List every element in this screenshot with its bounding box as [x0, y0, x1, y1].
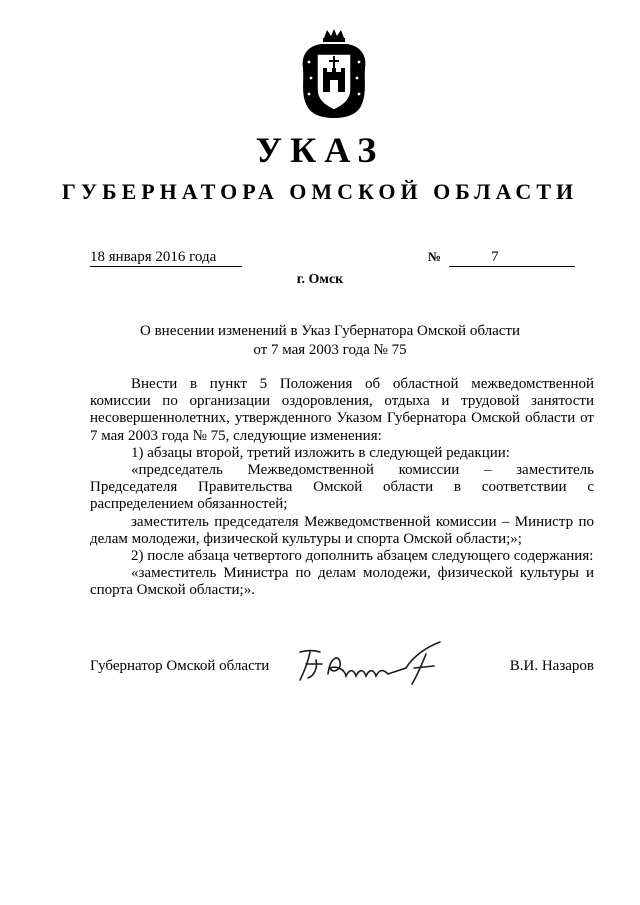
- handwritten-signature: [294, 638, 454, 688]
- document-subtitle: ГУБЕРНАТОРА ОМСКОЙ ОБЛАСТИ: [61, 179, 579, 204]
- document-body: [90, 376, 594, 600]
- signature-row: [90, 650, 594, 690]
- body-paragraph: Внести в пункт 5 Положения об областной межведомственной комиссии по организации оздоровления, отдыха и трудовой занятости несовершеннолетних, утвержденного Указом Губернатора Омской области от 7 мая 2003 года № 75, следующие изменения:: [90, 376, 594, 444]
- document-date: 18 января 2016 года: [90, 248, 242, 267]
- body-paragraph: 1) абзацы второй, третий изложить в следующей редакции:: [131, 444, 510, 461]
- number-label: №: [428, 249, 442, 264]
- document-city: г. Омск: [296, 272, 344, 287]
- subject-line-1: О внесении изменений в Указ Губернатора Омской области: [140, 323, 520, 339]
- subject-line-2: от 7 мая 2003 года № 75: [253, 342, 407, 358]
- document-subject: [60, 322, 600, 360]
- body-paragraph: «председатель Межведомственной комиссии – заместитель Председателя Правительства Омской области в соответствии с распределением обязанностей;: [90, 462, 594, 513]
- document-number-block: [428, 248, 575, 267]
- body-paragraph: 2) после абзаца четвертого дополнить абзацем следующего содержания:: [131, 548, 594, 565]
- body-paragraph: «заместитель Министра по делам молодежи, физической культуры и спорта Омской области;».: [90, 565, 594, 599]
- document-title: УКАЗ: [255, 130, 385, 170]
- body-paragraph: заместитель председателя Межведомственной комиссии – Министр по делам молодежи, физической культуры и спорта Омской области;»;: [90, 513, 594, 547]
- document-number: 7: [449, 248, 575, 267]
- coat-of-arms-emblem: [297, 28, 371, 120]
- signatory-position: Губернатор Омской области: [90, 658, 270, 674]
- signatory-name: В.И. Назаров: [509, 658, 594, 674]
